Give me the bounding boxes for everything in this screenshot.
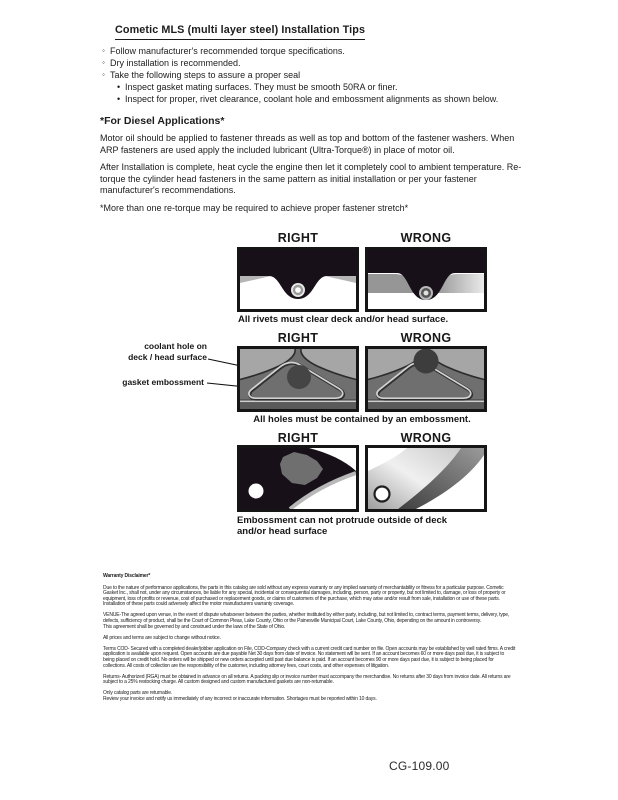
warranty-disclaimer-heading: Warranty Disclaimer* (103, 573, 151, 579)
pair3-caption-line2: and/or head surface (237, 526, 328, 537)
sub-bullet-icon: • (117, 94, 121, 104)
rivet-wrong-illustration (365, 247, 487, 312)
page-title: Cometic MLS (multi layer steel) Installation Tips (115, 24, 365, 40)
bolt-hole (375, 487, 390, 502)
pair2-right-diagram (237, 346, 359, 412)
pair3-caption-line1: Embossment can not protrude outside of deck (237, 515, 448, 526)
bullet-icon: ◦ (102, 46, 105, 55)
legal-paragraph: VENUE-The agreed upon venue, in the event of dispute whatsoever between the parties, whether instituted by either party, including, but not limited to, contract terms, payment terms, delivery, type, defects, sufficiency of product, shall be the Court of Common Pleas, Lake County, Ohio or the Painesville Municipal Court, Lake County, Ohio, depending on the amount in controversy. (103, 612, 510, 625)
retorque-note: *More than one re-torque may be required to achieve proper fastener stretch* (100, 203, 409, 213)
installation-tips-list (102, 45, 542, 105)
pair3-caption (237, 515, 447, 537)
pair1-right-diagram (237, 247, 359, 312)
page-code: CG-109.00 (389, 759, 450, 773)
tip-sub-item (117, 81, 542, 93)
legal-paragraph: Returns- Authorized (RGA) must be obtained in advance on all returns. A packing slip or invoice number must accompany the merchandise. No returns after 30 days from invoice date. All returns are subject to a 25% restocking charge. All custom designed and custom manufactured gaskets are non-returnable. (103, 673, 511, 686)
diesel-paragraph-2: After Installation is complete, heat cycle the engine then let it completely cool to ambient temperature. Re-torque the cylinder head fasteners in the same pattern as initial installation or per your fastener manufacturer's recommendations. (100, 162, 522, 195)
pair2-wrong-label: WRONG (400, 331, 452, 345)
coolant-hole (414, 349, 439, 374)
tip-sublist (117, 81, 542, 105)
tip-item (102, 69, 542, 81)
legal-paragraph: All prices and terms are subject to change without notice. (103, 634, 221, 641)
pair2-wrong-diagram (365, 346, 487, 412)
coolant-hole-label-line2: deck / head surface (128, 352, 207, 362)
embossment-right-illustration (237, 346, 359, 412)
pair3-wrong-diagram (365, 445, 487, 512)
legal-paragraph: Terms COD- Secured with a completed dealer/jobber application on File, COD-Company check with a current credit card number on file. Open accounts may be established by well rated firms. A credit application is available upon request. Open accounts are due payable Net 30 days from date of invoice. No statement will be sent. If an account becomes 60 or more days past due, it is subject to being placed on credit hold. No orders will be shipped or new orders accepted until past due balance is paid. If an account becomes 90 or more days past due, it is subject to being placed for collections. All costs of collection are the responsibility of the customer, including attorney fees, court costs, and other expenses of litigation. (103, 645, 516, 669)
pair3-right-label: RIGHT (277, 431, 319, 445)
pair1-wrong-diagram (365, 247, 487, 312)
coolant-hole (287, 365, 311, 389)
tip-text: Inspect for proper, rivet clearance, coolant hole and embossment alignments as shown below. (125, 94, 499, 104)
tip-text: Follow manufacturer's recommended torque specifications. (110, 46, 345, 56)
bolt-hole (249, 484, 264, 499)
coolant-hole-label-line1: coolant hole on (144, 341, 207, 351)
tip-item (102, 45, 542, 57)
deck-edge-right-illustration (237, 445, 359, 512)
legal-paragraph: Only catalog parts are returnable. (103, 690, 173, 697)
tip-text: Take the following steps to assure a proper seal (110, 70, 301, 80)
embossment-wrong-illustration (365, 346, 487, 412)
tip-text: Inspect gasket mating surfaces. They must be smooth 50RA or finer. (125, 82, 398, 92)
legal-block (103, 574, 516, 703)
rivet-right-illustration (237, 247, 359, 312)
sub-bullet-icon: • (117, 82, 121, 92)
pair2-right-label: RIGHT (277, 331, 319, 345)
pair1-right-label: RIGHT (277, 231, 319, 245)
tip-item (102, 57, 542, 69)
legal-paragraph: Review your invoice and notify us immediately of any incorrect or inaccurate information. Shortages must be reported within 10 days. (103, 696, 377, 702)
bullet-icon: ◦ (102, 58, 105, 67)
legal-paragraph: This agreement shall be governed by and construed under the laws of the State of Ohio. (103, 623, 286, 630)
gasket-embossment-label: gasket embossment (122, 377, 204, 387)
pair3-wrong-label: WRONG (400, 431, 452, 445)
pair1-caption: All rivets must clear deck and/or head surface. (238, 314, 449, 325)
pair2-caption: All holes must be contained by an embossment. (253, 414, 471, 425)
coolant-hole-label (100, 341, 207, 363)
pair1-wrong-label: WRONG (400, 231, 452, 245)
deck-edge-wrong-illustration (365, 445, 487, 512)
legal-paragraph: Due to the nature of performance applications, the parts in this catalog are sold without any express warranty or any implied warranty of merchantability or fitness for a particular purpose. Cometic Gasket Inc., shall not, under any circumstances, be liable for any special, incidental or consequential damages, including, person, party or property, but not limited to, damage, or loss of property or equipment, loss of profits or revenue, cost of purchased or replacement goods, or claims of customers of the purchase, which may arise and/or result from sale, installation or use of these parts. Installation of these parts could adversely affect the motor manufacturers warranty coverage. (103, 584, 506, 608)
diesel-paragraph-1: Motor oil should be applied to fastener threads as well as top and bottom of the fastener washers. When ARP fasteners are used apply the included lubricant (Ultra-Torque®) in place of motor oil. (100, 133, 515, 155)
tip-text: Dry installation is recommended. (110, 58, 241, 68)
pair3-right-diagram (237, 445, 359, 512)
bullet-icon: ◦ (102, 70, 105, 79)
tip-sub-item (117, 93, 542, 105)
diesel-heading: *For Diesel Applications* (100, 115, 225, 127)
